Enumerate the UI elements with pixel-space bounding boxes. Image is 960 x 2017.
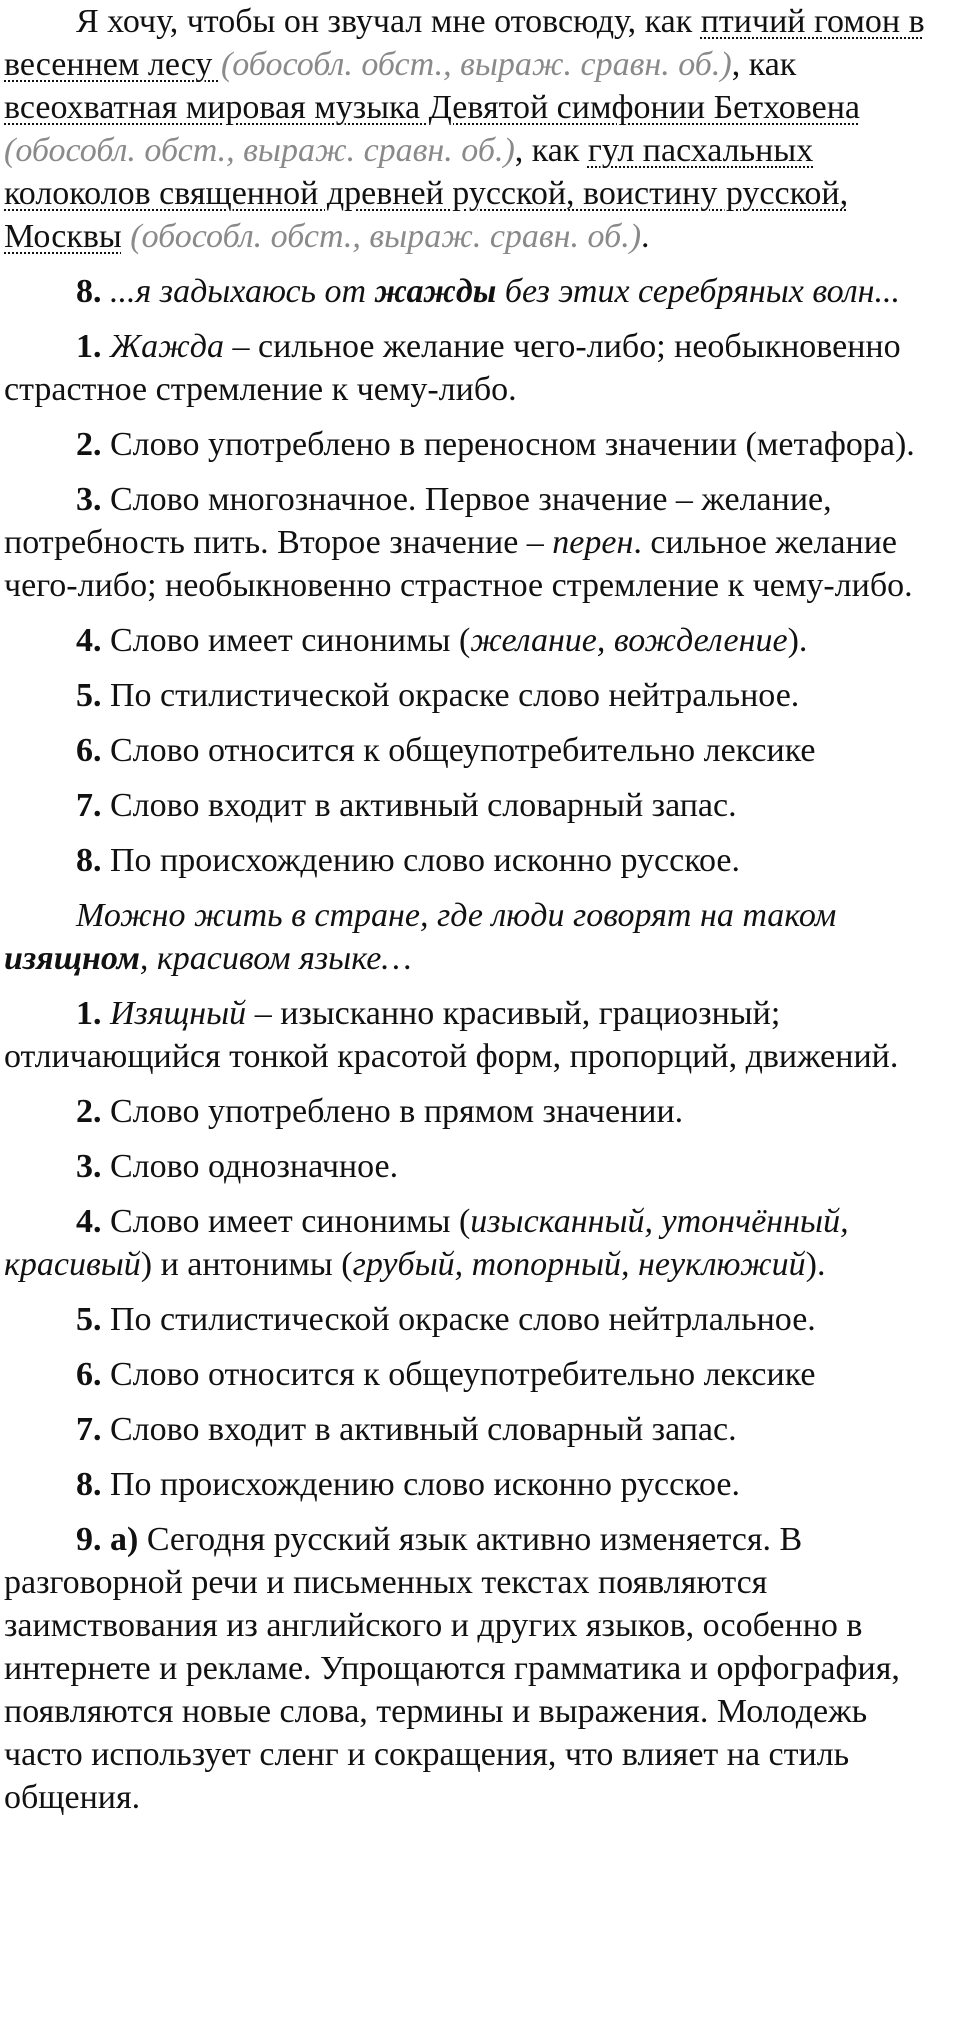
item-text: Слово имеет синонимы (	[101, 622, 471, 659]
item-text: . сильное желание чего-либо; необыкновенно страстное стремление к чему-либо.	[4, 524, 913, 604]
item-text: Слово употреблено в прямом значении.	[101, 1093, 684, 1130]
quote-text: без этих серебряных волн...	[496, 273, 901, 310]
item-text: ).	[805, 1246, 826, 1283]
item-text: Слово относится к общеупотребительно лексике	[101, 732, 816, 769]
task9-paragraph	[4, 1518, 954, 1819]
item-number: 1.	[76, 328, 102, 365]
item-number: 8.	[76, 1466, 102, 1503]
intro-text: , как	[514, 132, 588, 169]
item-text: Слово многозначное. Первое значение – желание, потребность пить. Второе значение –	[4, 481, 832, 561]
quote-text: Можно жить в стране, где люди говорят на таком	[76, 897, 837, 934]
analysis-item	[4, 1090, 954, 1133]
underlined-phrase-3: гул пасхальных колоколов священной древней русской, воистину русской, Москвы	[4, 132, 849, 255]
item-text: Слово входит в активный словарный запас.	[101, 787, 737, 824]
item-text: По стилистической окраске слово нейтрлальное.	[101, 1301, 816, 1338]
key-word: изящном	[4, 940, 140, 977]
quote-text: ...я задыхаюсь от	[101, 273, 375, 310]
intro-text: , как	[731, 46, 797, 83]
task9-text: Сегодня русский язык активно изменяется. В разговорной речи и письменных текстах появляются заимствования из английского и других языков, особенно в интернете и рекламе. Упрощаются грамматика и орфография, появляются новые слова, термины и выражения. Молодежь часто использует сленг и сокращения, что влияет на стиль общения.	[4, 1521, 900, 1816]
item-number: 2.	[76, 1093, 102, 1130]
analysis-item	[4, 619, 954, 662]
item-number: 2.	[76, 426, 102, 463]
item-number: 5.	[76, 1301, 102, 1338]
item-text: По происхождению слово исконно русское.	[101, 1466, 740, 1503]
item-italic: изысканный, утончённый, красивый	[4, 1203, 849, 1283]
analysis-item	[4, 1463, 954, 1506]
item-number: 3.	[76, 1148, 102, 1185]
item-text: Слово входит в активный словарный запас.	[101, 1411, 737, 1448]
item-text: По происхождению слово исконно русское.	[101, 842, 740, 879]
analysis-item	[4, 992, 954, 1078]
item-italic: желание, вожделение	[470, 622, 788, 659]
analysis-item	[4, 325, 954, 411]
item-text: По стилистической окраске слово нейтральное.	[101, 677, 800, 714]
item-text: Слово имеет синонимы (	[101, 1203, 471, 1240]
task8-question	[4, 270, 954, 313]
intro-text	[122, 218, 131, 255]
item-number: 4.	[76, 1203, 102, 1240]
item-text: Слово относится к общеупотребительно лексике	[101, 1356, 816, 1393]
intro-text: .	[641, 218, 650, 255]
item-number: 6.	[76, 732, 102, 769]
grammar-note-1: (обособл. обст., выраж. сравн. об.)	[220, 46, 732, 83]
item-number: 7.	[76, 1411, 102, 1448]
underlined-phrase-2: всеохватная мировая музыка Девятой симфонии Бетховена	[4, 89, 861, 126]
underlined-phrase-1: птичий гомон в весеннем лесу	[4, 3, 925, 83]
grammar-note-3: (обособл. обст., выраж. сравн. об.)	[130, 218, 642, 255]
item-italic: перен	[552, 524, 634, 561]
item-italic: грубый, топорный, неуклюжий	[352, 1246, 806, 1283]
analysis-item	[4, 1200, 954, 1286]
item-text: Слово употреблено в переносном значении (метафора).	[101, 426, 915, 463]
item-text: Слово однозначное.	[101, 1148, 399, 1185]
analysis-item	[4, 1353, 954, 1396]
item-italic: Жажда	[101, 328, 224, 365]
quote-text: , красивом языке…	[139, 940, 412, 977]
grammar-note-2: (обособл. обст., выраж. сравн. об.)	[4, 132, 515, 169]
analysis-item	[4, 729, 954, 772]
analysis-item	[4, 1298, 954, 1341]
item-text: ) и антонимы (	[140, 1246, 353, 1283]
item-text: ).	[787, 622, 808, 659]
item-number: 5.	[76, 677, 102, 714]
item-number: 3.	[76, 481, 102, 518]
item-number: 8.	[76, 842, 102, 879]
task-number: 8.	[76, 273, 102, 310]
item-number: 7.	[76, 787, 102, 824]
item-text: – сильное желание чего-либо; необыкновенно страстное стремление к чему-либо.	[4, 328, 901, 408]
task-number: 9. а)	[76, 1521, 139, 1558]
task8b-question	[4, 894, 954, 980]
item-italic: Изящный	[101, 995, 247, 1032]
item-number: 6.	[76, 1356, 102, 1393]
key-word: жажды	[374, 273, 497, 310]
analysis-item	[4, 839, 954, 882]
item-text: – изысканно красивый, грациозный; отличающийся тонкой красотой форм, пропорций, движений.	[4, 995, 899, 1075]
intro-text: Я хочу, чтобы он звучал мне отовсюду, как	[76, 3, 701, 40]
intro-paragraph	[4, 0, 954, 258]
analysis-item	[4, 1145, 954, 1188]
analysis-item	[4, 423, 954, 466]
item-number: 4.	[76, 622, 102, 659]
analysis-item	[4, 478, 954, 607]
item-number: 1.	[76, 995, 102, 1032]
analysis-item	[4, 784, 954, 827]
analysis-item	[4, 674, 954, 717]
analysis-item	[4, 1408, 954, 1451]
